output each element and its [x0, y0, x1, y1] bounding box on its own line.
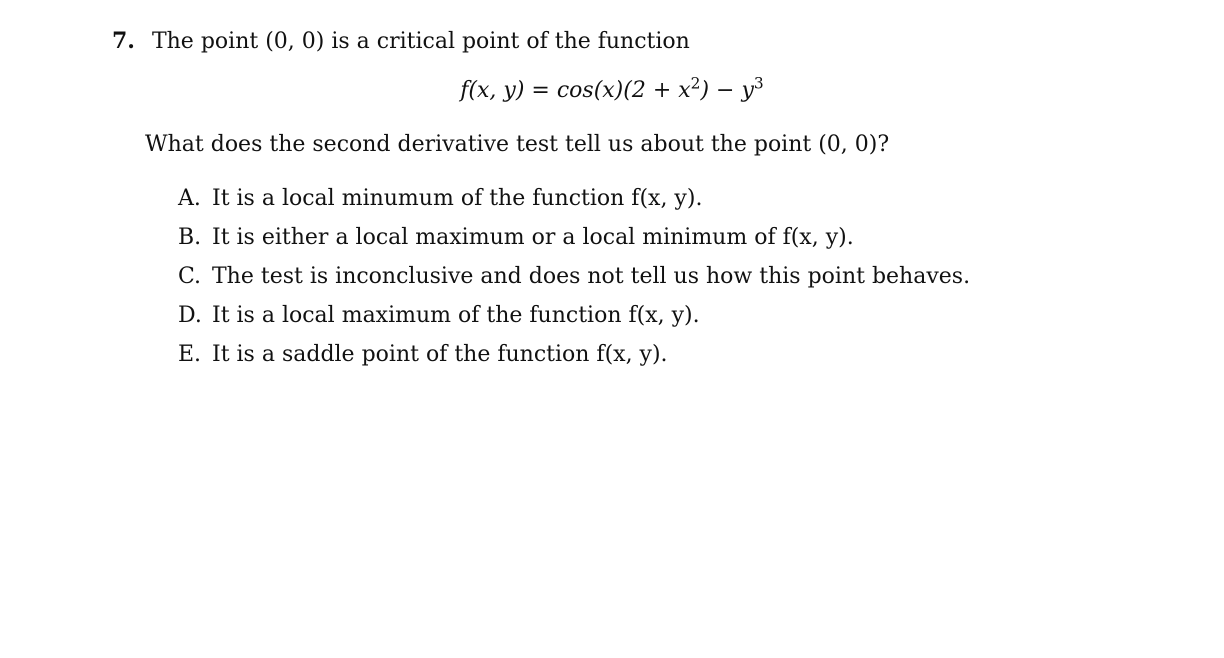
choice-c-letter: C.	[178, 264, 202, 289]
choice-e-letter: E.	[178, 342, 202, 367]
choice-a-text: It is a local minumum of the function f(x, y).	[212, 186, 703, 211]
choice-e-text: It is a saddle point of the function f(x, y).	[212, 342, 668, 367]
choice-d-letter: D.	[178, 303, 202, 328]
problem-header	[112, 28, 690, 55]
equation-lhs: f(x, y) = cos(x)(2 + x	[460, 78, 691, 103]
choice-d-text: It is a local maximum of the function f(x, y).	[212, 303, 700, 328]
choice-a	[178, 186, 970, 225]
problem-intro: The point (0, 0) is a critical point of the function	[151, 29, 690, 54]
question-text: What does the second derivative test tell us about the point (0, 0)?	[145, 132, 890, 157]
choice-c	[178, 264, 970, 303]
equation-exponent-2: 2	[690, 74, 701, 93]
choice-b-text: It is either a local maximum or a local minimum of f(x, y).	[212, 225, 854, 250]
choice-a-letter: A.	[178, 186, 201, 211]
choice-b	[178, 225, 970, 264]
answer-choices	[178, 186, 970, 381]
equation-exponent-3: 3	[753, 74, 764, 93]
problem-number: 7.	[112, 28, 135, 54]
choice-e	[178, 342, 970, 381]
function-equation	[0, 74, 1224, 104]
choice-c-text: The test is inconclusive and does not tell us how this point behaves.	[212, 264, 971, 289]
equation-middle: ) − y	[700, 78, 754, 103]
choice-d	[178, 303, 970, 342]
choice-b-letter: B.	[178, 225, 202, 250]
